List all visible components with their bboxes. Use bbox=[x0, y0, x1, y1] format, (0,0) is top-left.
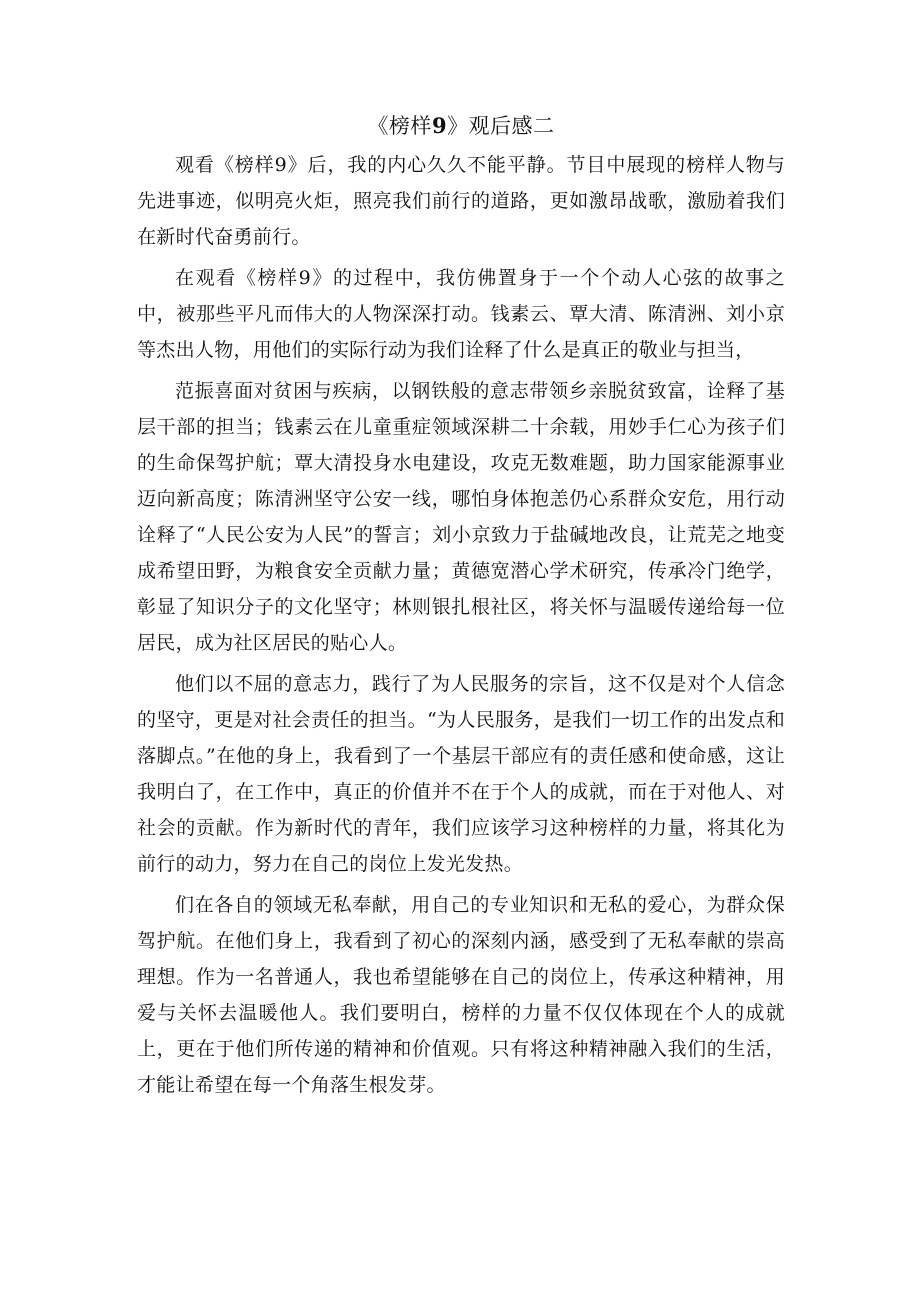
paragraph-1: 观看《榜样9》后，我的内心久久不能平静。节目中展现的榜样人物与先进事迹，似明亮火炬，照亮我们前行的道路，更如激昂战歌，激励着我们在新时代奋勇前行。 bbox=[137, 154, 785, 248]
paragraph-3: 范振喜面对贫困与疾病，以钢铁般的意志带领乡亲脱贫致富，诠释了基层干部的担当；钱素云在儿童重症领域深耕二十余载，用妙手仁心为孩子们的生命保驾护航；覃大清投身水电建设，攻克无数难题，助力国家能源事业迈向新高度；陈清洲坚守公安一线，哪怕身体抱恙仍心系群众安危，用行动诠释了“人民公安为人民”的誓言；刘小京致力于盐碱地改良，让荒芜之地变成希望田野，为粮食安全贡献力量；黄德宽潜心学术研究，传承冷门绝学，彰显了知识分子的文化坚守；林则银扎根社区，将关怀与温暖传递给每一位居民，成为社区居民的贴心人。 bbox=[137, 380, 785, 654]
paragraph-4: 他们以不屈的意志力，践行了为人民服务的宗旨，这不仅是对个人信念的坚守，更是对社会责任的担当。“为人民服务，是我们一切工作的出发点和落脚点。”在他的身上，我看到了一个基层干部应有的责任感和使命感，这让我明白了，在工作中，真正的价值并不在于个人的成就，而在于对他人、对社会的贡献。作为新时代的青年，我们应该学习这种榜样的力量，将其化为前行的动力，努力在自己的岗位上发光发热。 bbox=[137, 673, 785, 875]
title-suffix: 》观后感二 bbox=[447, 114, 555, 138]
paragraph-2: 在观看《榜样9》的过程中，我仿佛置身于一个个动人心弦的故事之中，被那些平凡而伟大的人物深深打动。钱素云、覃大清、陈清洲、刘小京等杰出人物，用他们的实际行动为我们诠释了什么是真正的敬业与担当， bbox=[137, 267, 785, 361]
document-page bbox=[137, 106, 785, 1108]
document-title bbox=[137, 106, 785, 146]
paragraph-5: 们在各自的领域无私奉献，用自己的专业知识和无私的爱心，为群众保驾护航。在他们身上，我看到了初心的深刻内涵，感受到了无私奉献的崇高理想。作为一名普通人，我也希望能够在自己的岗位上，传承这种精神，用爱与关怀去温暖他人。我们要明白，榜样的力量不仅仅体现在个人的成就上，更在于他们所传递的精神和价值观。只有将这种精神融入我们的生活，才能让希望在每一个角落生根发芽。 bbox=[137, 894, 785, 1096]
title-number: 9 bbox=[431, 113, 448, 138]
title-prefix: 《榜样 bbox=[367, 114, 432, 138]
